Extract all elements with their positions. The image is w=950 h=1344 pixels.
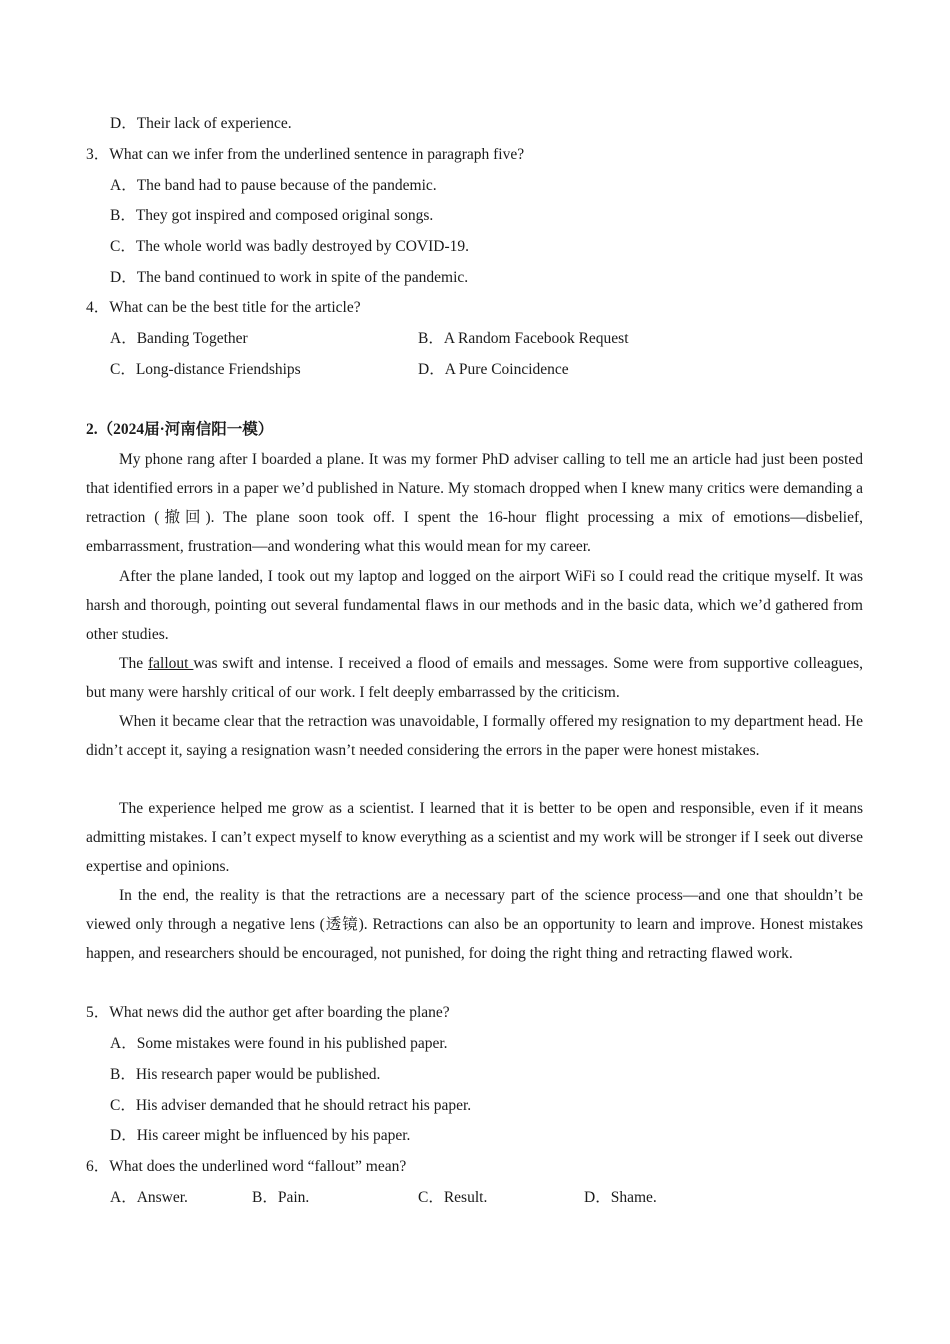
q3-option-d: D．The band continued to work in spite of the pandemic.: [110, 269, 469, 286]
q5-question: 5．What news did the author get after boarding the plane?: [86, 1004, 450, 1021]
passage-paragraph-4: When it became clear that the retraction was unavoidable, I formally offered my resignation to my department head. He didn’t accept it, saying a resignation wasn’t needed considering the errors in the paper were honest mistakes.: [86, 713, 863, 759]
q5-option-c: C．His adviser demanded that he should retract his paper.: [110, 1097, 472, 1114]
q4-option-a: A．Banding Together: [110, 330, 248, 347]
paragraph-3-start: The: [119, 655, 149, 672]
q4-option-d: D．A Pure Coincidence: [418, 361, 569, 378]
passage-paragraph-5: The experience helped me grow as a scientist. I learned that it is better to be open and responsible, even if it means admitting mistakes. I can’t expect myself to know everything as a scientist and my work will be stronger if I seek out diverse expertise and opinions.: [86, 800, 863, 875]
section-heading: 2.（2024届·河南信阳一模）: [86, 421, 274, 438]
q5-option-b: B．His research paper would be published.: [110, 1066, 381, 1083]
q6-option-c: C．Result.: [418, 1189, 488, 1206]
passage-paragraph-3: [86, 649, 863, 707]
q6-question: 6．What does the underlined word “fallout” mean?: [86, 1158, 407, 1175]
q6-option-a: A．Answer.: [110, 1189, 188, 1206]
q4-option-c: C．Long-distance Friendships: [110, 361, 301, 378]
q3-option-b: B．They got inspired and composed original songs.: [110, 207, 434, 224]
q6-option-d: D．Shame.: [584, 1189, 657, 1206]
q3-option-a: A．The band had to pause because of the pandemic.: [110, 177, 437, 194]
q4-option-b: B．A Random Facebook Request: [418, 330, 629, 347]
passage-paragraph-2: After the plane landed, I took out my laptop and logged on the airport WiFi so I could read the critique myself. It was harsh and thorough, pointing out several fundamental flaws in our methods and in the basic data, which we’d gathered from other studies.: [86, 568, 863, 643]
q2-option-d: D．Their lack of experience.: [110, 115, 292, 132]
q3-question: 3．What can we infer from the underlined sentence in paragraph five?: [86, 146, 525, 163]
passage-paragraph-6: In the end, the reality is that the retractions are a necessary part of the science process—and one that shouldn’t be viewed only through a negative lens (透镜). Retractions can also be an opportunity to learn and improve. Honest mistakes happen, and researchers should be encouraged, not punished, for doing the right thing and retracting flawed work.: [86, 887, 863, 962]
q5-option-d: D．His career might be influenced by his paper.: [110, 1127, 411, 1144]
q4-question: 4．What can be the best title for the article?: [86, 299, 361, 316]
q5-option-a: A．Some mistakes were found in his published paper.: [110, 1035, 448, 1052]
passage-paragraph-1: My phone rang after I boarded a plane. It was my former PhD adviser calling to tell me an article had just been posted that identified errors in a paper we’d published in Nature. My stomach dropped when I knew many critics were demanding a retraction (撤回). The plane soon took off. I spent the 16-hour flight processing a mix of emotions—disbelief, embarrassment, frustration—and wondering what this would mean for my career.: [86, 451, 863, 555]
underlined-word-fallout: fallout: [148, 655, 194, 672]
q3-option-c: C．The whole world was badly destroyed by COVID-19.: [110, 238, 470, 255]
paragraph-3-rest: was swift and intense. I received a flood of emails and messages. Some were from supportive colleagues, but many were harshly critical of our work. I felt deeply embarrassed by the criticism.: [86, 655, 863, 701]
q6-option-b: B．Pain.: [252, 1189, 310, 1206]
